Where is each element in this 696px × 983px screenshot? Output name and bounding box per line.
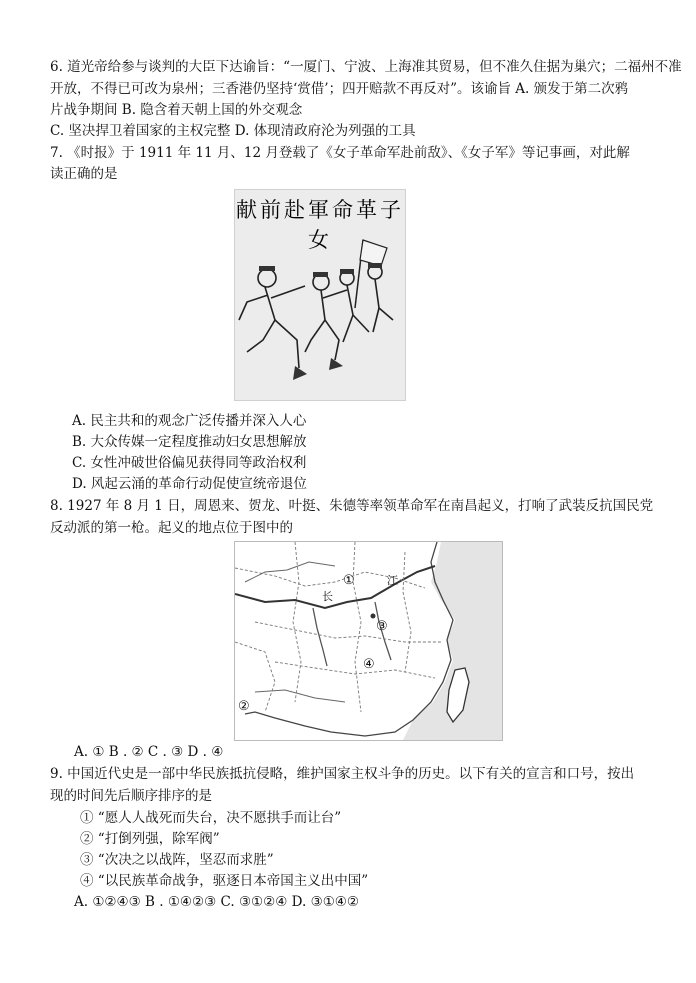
q9-item-3: ③ “次决之以战阵，坚忍而求胜” (80, 852, 274, 868)
map-label-chang: 长 (322, 590, 333, 603)
map-marker-2: ② (238, 699, 250, 714)
q8-map-drawing (235, 542, 502, 740)
q9-options: A. ①②④③ B . ①④②③ C. ③①②④ D. ③①④② (74, 894, 359, 910)
map-marker-4: ④ (363, 657, 375, 672)
q9-stem-line2: 现的时间先后顺序排序的是 (50, 788, 212, 804)
q9-item-4: ④ “以民族革命战争，驱逐日本帝国主义出中国” (80, 873, 369, 889)
q7-stem-line1: 7. 《时报》于 1911 年 11 月、12 月登载了《女子革命军赴前敌》、《女子军》等记事画，对此解 (50, 145, 630, 161)
q9-item-2: ② “打倒列强，除军阀” (80, 831, 220, 847)
q7-option-c: C. 女性冲破世俗偏见获得同等政治权利 (72, 455, 307, 471)
q9-stem-line1: 9. 中国近代史是一部中华民族抵抗侵略，维护国家主权斗争的历史。以下有关的宣言和口号，按出 (50, 766, 635, 782)
q7-poster-drawing (235, 190, 405, 400)
q6-stem-line2: 开放，不得已可改为泉州；三香港仍坚持‘赏借’；四开赔款不再反对”。该谕旨 A. 颁发于第二次鸦 (50, 81, 629, 97)
map-marker-1: ① (343, 573, 355, 588)
q6-stem-line3: 片战争期间 B. 隐含着天朝上国的外交观念 (50, 102, 303, 118)
q7-poster-title: 献前赴軍命革子女 (236, 198, 404, 252)
q7-poster-image (234, 189, 406, 401)
q6-stem-line4: C. 坚决捍卫着国家的主权完整 D. 体现清政府沦为列强的工具 (50, 123, 416, 139)
q8-map-image (234, 541, 503, 741)
q8-stem-line1: 8. 1927 年 8 月 1 日，周恩来、贺龙、叶挺、朱德等率领革命军在南昌起义，打响了武装反抗国民党 (50, 498, 654, 514)
q8-options: A. ① B . ② C . ③ D . ④ (74, 744, 224, 760)
map-label-jiang: 江 (387, 574, 398, 587)
q7-stem-line2: 读正确的是 (50, 166, 118, 182)
q7-option-a: A. 民主共和的观念广泛传播并深入人心 (72, 413, 307, 429)
map-marker-3: ③ (376, 619, 388, 634)
q7-option-d: D. 风起云涌的革命行动促使宣统帝退位 (72, 476, 307, 492)
q7-option-b: B. 大众传媒一定程度推动妇女思想解放 (72, 434, 307, 450)
q9-item-1: ① “愿人人战死而失台，决不愿拱手而让台” (80, 810, 342, 826)
q6-stem-line1: 6. 道光帝给参与谈判的大臣下达谕旨：“一厦门、宁波、上海准其贸易，但不准久住据为巢穴；二福州不准 (50, 59, 682, 75)
q8-stem-line2: 反动派的第一枪。起义的地点位于图中的 (50, 520, 293, 536)
